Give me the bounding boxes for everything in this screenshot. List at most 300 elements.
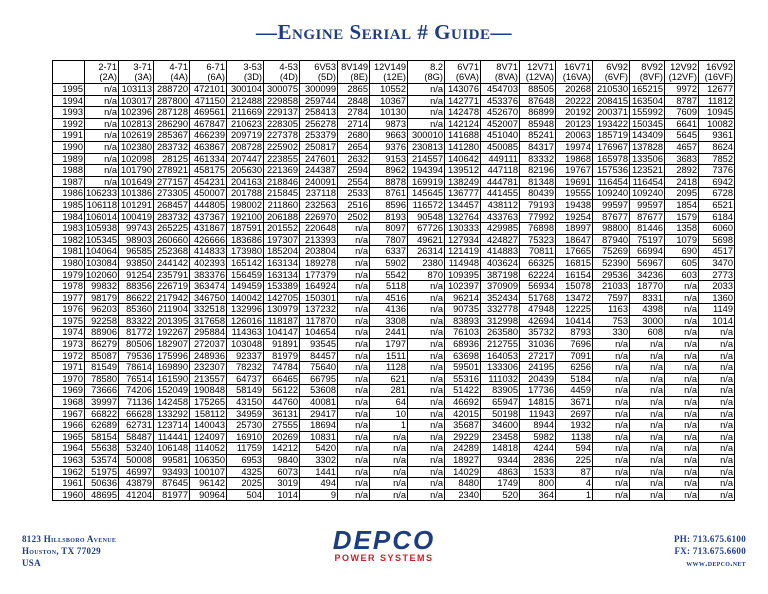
serial-cell: 62689 xyxy=(85,420,119,432)
serial-cell: 52390 xyxy=(593,257,630,269)
serial-cell: 206188 xyxy=(264,211,300,223)
serial-cell: 387198 xyxy=(481,269,520,281)
header-code: (4A) xyxy=(170,72,188,83)
serial-cell: 287800 xyxy=(154,95,190,107)
serial-cell: 24195 xyxy=(520,362,556,374)
serial-cell: 424827 xyxy=(481,234,520,246)
table-row xyxy=(53,443,735,455)
table-row xyxy=(53,339,735,351)
serial-cell: 5420 xyxy=(300,443,338,455)
serial-cell: 117870 xyxy=(300,315,338,327)
serial-cell: 7696 xyxy=(556,339,593,351)
table-row xyxy=(53,130,735,142)
serial-cell: 1441 xyxy=(300,466,338,478)
serial-cell: 300099 xyxy=(300,84,338,96)
serial-cell: 18647 xyxy=(556,234,593,246)
serial-cell: 163134 xyxy=(264,269,300,281)
serial-cell: 226719 xyxy=(154,281,190,293)
serial-table xyxy=(52,60,735,501)
serial-cell: n/a xyxy=(408,397,445,409)
header-code: (12VF) xyxy=(668,72,697,83)
serial-cell: 5542 xyxy=(370,269,408,281)
serial-cell: 1358 xyxy=(665,223,699,235)
serial-cell: 64 xyxy=(370,397,408,409)
serial-cell: n/a xyxy=(630,385,665,397)
serial-cell: 85948 xyxy=(520,118,556,130)
serial-cell: 68936 xyxy=(445,339,481,351)
serial-cell: 215845 xyxy=(264,188,300,200)
serial-cell: 152049 xyxy=(154,385,190,397)
serial-cell: 414883 xyxy=(481,246,520,258)
serial-cell: 198002 xyxy=(227,199,264,211)
serial-cell: n/a xyxy=(593,489,630,501)
serial-cell: 287128 xyxy=(154,107,190,119)
serial-cell: n/a xyxy=(630,466,665,478)
serial-cell: n/a xyxy=(630,362,665,374)
table-row xyxy=(53,257,735,269)
serial-cell: n/a xyxy=(665,443,699,455)
year-cell: 1987 xyxy=(53,176,85,188)
serial-cell: n/a xyxy=(370,478,408,490)
serial-cell: 58154 xyxy=(85,431,119,443)
serial-cell: n/a xyxy=(85,130,119,142)
serial-cell: 2680 xyxy=(338,130,370,142)
serial-cell: 232563 xyxy=(300,199,338,211)
header-8v149 xyxy=(338,61,370,84)
serial-cell: 605 xyxy=(665,257,699,269)
serial-cell: 9344 xyxy=(481,455,520,467)
serial-cell: 53240 xyxy=(119,443,154,455)
table-row xyxy=(53,408,735,420)
serial-cell: n/a xyxy=(338,431,370,443)
serial-cell: n/a xyxy=(699,397,735,409)
serial-cell: 141280 xyxy=(445,141,481,153)
serial-cell: 83893 xyxy=(445,315,481,327)
serial-cell: 29417 xyxy=(300,408,338,420)
serial-cell: n/a xyxy=(408,315,445,327)
serial-cell: 164053 xyxy=(481,350,520,362)
serial-cell: 278921 xyxy=(154,165,190,177)
serial-cell: 20222 xyxy=(556,95,593,107)
table-row xyxy=(53,269,735,281)
serial-cell: 102380 xyxy=(119,141,154,153)
serial-cell: 106014 xyxy=(85,211,117,222)
serial-cell: 9 xyxy=(300,489,338,501)
serial-cell: n/a xyxy=(408,373,445,385)
serial-cell: 265225 xyxy=(154,223,190,235)
serial-cell: n/a xyxy=(408,362,445,374)
serial-cell: 90964 xyxy=(190,489,227,501)
serial-cell: 431867 xyxy=(190,223,227,235)
table-row xyxy=(53,118,735,130)
serial-cell: n/a xyxy=(338,339,370,351)
serial-cell: 2865 xyxy=(338,84,370,96)
serial-cell: 6521 xyxy=(699,199,735,211)
table-row xyxy=(53,165,735,177)
serial-cell: 71136 xyxy=(119,397,154,409)
serial-cell: 142124 xyxy=(445,118,481,130)
serial-cell: 208728 xyxy=(227,141,264,153)
website-link[interactable]: www.depco.net xyxy=(686,558,746,568)
serial-cell: 39997 xyxy=(85,397,119,409)
serial-cell: 14818 xyxy=(481,443,520,455)
year-cell: 1986 xyxy=(53,188,85,200)
serial-cell: 2714 xyxy=(338,118,370,130)
serial-cell: 86279 xyxy=(85,339,119,351)
serial-cell: 352434 xyxy=(481,292,520,304)
serial-cell: 123714 xyxy=(154,420,190,432)
serial-cell: 1932 xyxy=(556,420,593,432)
serial-cell: 55638 xyxy=(85,443,119,455)
serial-cell: 9663 xyxy=(370,130,408,142)
header-8v92 xyxy=(630,61,665,84)
serial-cell: 76103 xyxy=(445,327,481,339)
serial-cell: 114441 xyxy=(154,431,190,443)
serial-cell: 2095 xyxy=(665,188,699,200)
serial-cell: 165978 xyxy=(593,153,630,165)
serial-cell: 10130 xyxy=(370,107,408,119)
serial-cell: 10945 xyxy=(699,107,735,119)
serial-cell: 109395 xyxy=(445,269,481,281)
serial-cell: 230813 xyxy=(408,141,445,153)
table-row xyxy=(53,176,735,188)
serial-cell: n/a xyxy=(370,455,408,467)
serial-cell: 185719 xyxy=(593,130,630,142)
serial-cell: 34600 xyxy=(481,420,520,432)
header-4-71 xyxy=(154,61,190,84)
serial-cell: 250817 xyxy=(300,141,338,153)
serial-cell: 88505 xyxy=(520,84,556,96)
serial-cell: 24289 xyxy=(445,443,481,455)
serial-cell: 20192 xyxy=(556,107,593,119)
serial-cell: 123521 xyxy=(630,165,665,177)
serial-cell: 161590 xyxy=(154,373,190,385)
serial-cell: 18770 xyxy=(630,281,665,293)
serial-cell: 132996 xyxy=(227,304,264,316)
serial-cell: n/a xyxy=(85,95,119,107)
serial-cell: 2784 xyxy=(338,107,370,119)
header-code: (8E) xyxy=(350,72,368,83)
serial-cell: 1138 xyxy=(556,431,593,443)
serial-cell: 4459 xyxy=(556,385,593,397)
header-4-53 xyxy=(264,61,300,84)
serial-cell: 21033 xyxy=(593,281,630,293)
serial-cell: n/a xyxy=(630,408,665,420)
serial-cell: 12677 xyxy=(699,84,735,96)
serial-cell: 49621 xyxy=(408,234,445,246)
serial-cell: 2418 xyxy=(665,176,699,188)
serial-cell: n/a xyxy=(408,339,445,351)
phone-number: PH: 713.675.6100 xyxy=(673,534,746,544)
serial-cell: n/a xyxy=(593,466,630,478)
serial-cell: n/a xyxy=(630,455,665,467)
header-16v71 xyxy=(556,61,593,84)
serial-cell: n/a xyxy=(665,420,699,432)
serial-cell: 8097 xyxy=(370,223,408,235)
serial-cell: 197307 xyxy=(264,234,300,246)
serial-cell: 8793 xyxy=(556,327,593,339)
serial-cell: 9873 xyxy=(370,118,408,130)
serial-cell: 102060 xyxy=(85,269,117,280)
serial-cell: 6641 xyxy=(665,118,699,130)
serial-cell: 472101 xyxy=(190,84,227,96)
year-cell: 1968 xyxy=(53,397,85,409)
serial-cell: n/a xyxy=(338,466,370,478)
serial-cell: 5982 xyxy=(520,431,556,443)
serial-cell: 175996 xyxy=(154,350,190,362)
year-cell: 1990 xyxy=(53,141,85,153)
serial-cell: 203804 xyxy=(300,246,338,258)
serial-cell: 1163 xyxy=(593,304,630,316)
serial-cell: 169919 xyxy=(408,176,445,188)
serial-cell: 1128 xyxy=(370,362,408,374)
table-row xyxy=(53,315,735,327)
serial-cell: 50636 xyxy=(85,478,119,490)
serial-cell: 2533 xyxy=(338,188,370,200)
serial-cell: 461334 xyxy=(190,153,227,165)
serial-cell: 105345 xyxy=(85,234,117,245)
serial-cell: 438112 xyxy=(481,199,520,211)
serial-cell: 213393 xyxy=(300,234,338,246)
serial-cell: 248936 xyxy=(190,350,227,362)
serial-cell: 288720 xyxy=(154,84,190,96)
serial-cell: 28125 xyxy=(154,153,190,165)
serial-cell: 402393 xyxy=(190,257,227,269)
serial-cell: 15078 xyxy=(556,281,593,293)
address-block xyxy=(22,533,116,569)
serial-cell: 3000 xyxy=(630,315,665,327)
serial-cell: 99743 xyxy=(119,223,154,235)
serial-cell: 2632 xyxy=(338,153,370,165)
serial-cell: 126016 xyxy=(227,315,264,327)
serial-cell: 78614 xyxy=(119,362,154,374)
serial-cell: 1079 xyxy=(665,234,699,246)
serial-cell: 101649 xyxy=(119,176,154,188)
address-line-1: 8123 Hillsboro Avenue xyxy=(22,534,117,544)
table-row xyxy=(53,350,735,362)
table-row xyxy=(53,327,735,339)
serial-cell: 87677 xyxy=(593,211,630,223)
year-cell: 1963 xyxy=(53,455,85,467)
serial-cell: n/a xyxy=(338,385,370,397)
year-cell: 1995 xyxy=(53,84,85,96)
serial-cell: 444805 xyxy=(190,199,227,211)
serial-cell: n/a xyxy=(338,443,370,455)
serial-cell: 78580 xyxy=(85,373,119,385)
serial-cell: 127934 xyxy=(445,234,481,246)
serial-cell: 133506 xyxy=(630,153,665,165)
serial-cell: 451040 xyxy=(481,130,520,142)
serial-cell: 471150 xyxy=(190,95,227,107)
serial-cell: 104147 xyxy=(264,327,300,339)
serial-cell: 8787 xyxy=(665,95,699,107)
serial-cell: 13472 xyxy=(556,292,593,304)
serial-cell: 3470 xyxy=(699,257,735,269)
serial-cell: 66994 xyxy=(630,246,665,258)
serial-cell: 330 xyxy=(593,327,630,339)
serial-cell: 260660 xyxy=(154,234,190,246)
serial-cell: 81348 xyxy=(520,176,556,188)
serial-cell: n/a xyxy=(338,292,370,304)
serial-cell: 50198 xyxy=(481,408,520,420)
serial-cell: 106148 xyxy=(154,443,190,455)
serial-cell: 4244 xyxy=(520,443,556,455)
serial-cell: 136777 xyxy=(445,188,481,200)
serial-cell: 458175 xyxy=(190,165,227,177)
header-code: (12E) xyxy=(383,72,406,83)
serial-cell: 16910 xyxy=(227,431,264,443)
serial-cell: 182907 xyxy=(154,339,190,351)
serial-cell: 98903 xyxy=(119,234,154,246)
serial-cell: 111032 xyxy=(481,373,520,385)
serial-cell: 2892 xyxy=(665,165,699,177)
serial-cell: n/a xyxy=(408,443,445,455)
serial-cell: 85087 xyxy=(85,350,119,362)
serial-cell: n/a xyxy=(338,408,370,420)
serial-cell: 193422 xyxy=(593,118,630,130)
serial-cell: 228305 xyxy=(264,118,300,130)
serial-cell: 165215 xyxy=(630,84,665,96)
serial-cell: 66465 xyxy=(264,373,300,385)
serial-cell: n/a xyxy=(85,84,119,96)
serial-cell: n/a xyxy=(408,350,445,362)
serial-cell: 81549 xyxy=(85,362,119,374)
serial-cell: 1579 xyxy=(665,211,699,223)
serial-cell: 140043 xyxy=(190,420,227,432)
serial-cell: 17665 xyxy=(556,246,593,258)
header-12v92 xyxy=(665,61,699,84)
serial-cell: 58487 xyxy=(119,431,154,443)
table-row xyxy=(53,455,735,467)
serial-cell: n/a xyxy=(408,292,445,304)
serial-cell: 66628 xyxy=(119,408,154,420)
header-model: 16V92 xyxy=(706,61,733,72)
serial-cell: 80506 xyxy=(119,339,154,351)
serial-cell: 1014 xyxy=(699,315,735,327)
serial-cell: 43879 xyxy=(119,478,154,490)
serial-cell: 295884 xyxy=(190,327,227,339)
serial-cell: 256278 xyxy=(300,118,338,130)
serial-cell: 247601 xyxy=(300,153,338,165)
serial-cell: n/a xyxy=(593,397,630,409)
logo-name: DEPCO xyxy=(332,525,436,555)
serial-cell: 10367 xyxy=(370,95,408,107)
serial-cell: 73666 xyxy=(85,385,119,397)
year-cell: 1980 xyxy=(53,257,85,269)
serial-cell: n/a xyxy=(85,176,119,188)
header-model: 6V71 xyxy=(457,61,479,72)
serial-cell: 2697 xyxy=(556,408,593,420)
serial-cell: 433763 xyxy=(481,211,520,223)
header-model: 6V92 xyxy=(606,61,628,72)
serial-cell: 211669 xyxy=(227,107,264,119)
serial-cell: 204163 xyxy=(227,176,264,188)
serial-cell: 82196 xyxy=(520,165,556,177)
serial-cell: n/a xyxy=(699,350,735,362)
serial-cell: 140042 xyxy=(227,292,264,304)
serial-cell: 40081 xyxy=(300,397,338,409)
serial-cell: 79536 xyxy=(119,350,154,362)
header-model: 12V71 xyxy=(527,61,554,72)
serial-cell: n/a xyxy=(338,304,370,316)
serial-cell: 7852 xyxy=(699,153,735,165)
serial-cell: 130979 xyxy=(264,304,300,316)
serial-cell: 189278 xyxy=(300,257,338,269)
serial-cell: 93850 xyxy=(119,257,154,269)
serial-cell: n/a xyxy=(699,339,735,351)
year-cell: 1974 xyxy=(53,327,85,339)
serial-cell: n/a xyxy=(338,420,370,432)
serial-cell: 62731 xyxy=(119,420,154,432)
year-cell: 1976 xyxy=(53,304,85,316)
serial-cell: 190848 xyxy=(190,385,227,397)
year-cell: 1967 xyxy=(53,408,85,420)
header-3-71 xyxy=(119,61,154,84)
serial-cell: 103084 xyxy=(85,257,117,268)
serial-cell: 3671 xyxy=(556,397,593,409)
serial-cell: n/a xyxy=(593,478,630,490)
serial-cell: 81977 xyxy=(154,489,190,501)
serial-cell: 134457 xyxy=(445,199,481,211)
serial-cell: 70811 xyxy=(520,246,556,258)
serial-cell: 281 xyxy=(370,385,408,397)
header-row xyxy=(53,61,735,84)
table-row xyxy=(53,304,735,316)
serial-cell: 124097 xyxy=(190,431,227,443)
serial-cell: 16154 xyxy=(556,269,593,281)
table-row xyxy=(53,431,735,443)
header-code: (3A) xyxy=(134,72,152,83)
serial-cell: n/a xyxy=(85,165,119,177)
year-cell: 1961 xyxy=(53,478,85,490)
serial-cell: 65947 xyxy=(481,397,520,409)
serial-cell: 7091 xyxy=(556,350,593,362)
serial-cell: 27555 xyxy=(264,420,300,432)
serial-cell: 106118 xyxy=(85,199,119,211)
serial-cell: 99832 xyxy=(85,281,119,293)
serial-cell: n/a xyxy=(338,223,370,235)
serial-cell: 102397 xyxy=(445,281,481,293)
serial-cell: 4863 xyxy=(481,466,520,478)
serial-cell: 494 xyxy=(300,478,338,490)
serial-cell: n/a xyxy=(408,84,445,96)
table-row xyxy=(53,84,735,96)
header-code: (3D) xyxy=(243,72,262,83)
serial-cell: n/a xyxy=(408,107,445,119)
serial-cell: n/a xyxy=(593,373,630,385)
serial-cell: 10552 xyxy=(370,84,408,96)
year-cell: 1965 xyxy=(53,431,85,443)
serial-cell: 177379 xyxy=(300,269,338,281)
serial-cell: 185204 xyxy=(264,246,300,258)
year-cell: 1991 xyxy=(53,130,85,142)
serial-cell: n/a xyxy=(338,455,370,467)
serial-cell: 300075 xyxy=(264,84,300,96)
serial-cell: 19254 xyxy=(556,211,593,223)
serial-cell: 138249 xyxy=(445,176,481,188)
serial-cell: 26314 xyxy=(408,246,445,258)
serial-cell: 46997 xyxy=(119,466,154,478)
serial-cell: 18997 xyxy=(556,223,593,235)
serial-cell: n/a xyxy=(665,385,699,397)
header-code: (6VF) xyxy=(604,72,628,83)
logo-subtitle: POWER SYSTEMS xyxy=(334,553,434,563)
serial-cell: 2441 xyxy=(370,327,408,339)
serial-cell: 64737 xyxy=(227,373,264,385)
serial-cell: 139512 xyxy=(445,165,481,177)
serial-cell: n/a xyxy=(665,489,699,501)
serial-cell: 103113 xyxy=(119,84,154,96)
